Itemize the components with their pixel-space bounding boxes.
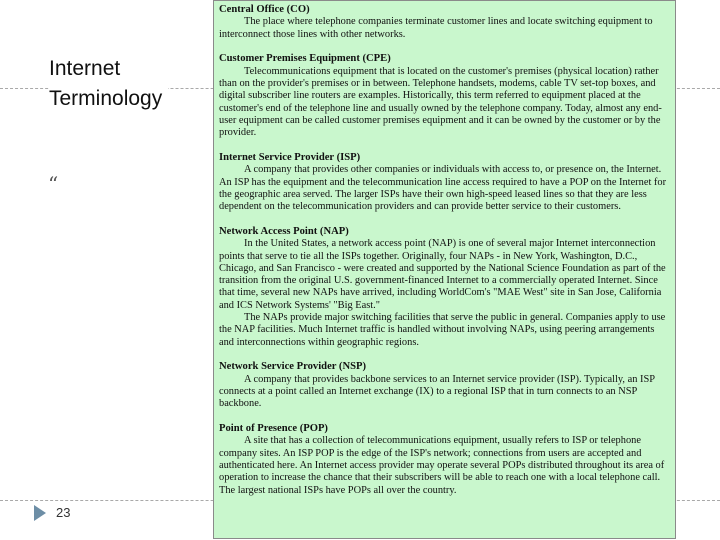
term-central-office xyxy=(219,4,670,41)
slide-nav-arrow-icon xyxy=(34,505,46,521)
slide-title-line-2: Terminology xyxy=(49,87,163,110)
slide-title-line-1: Internet xyxy=(49,57,121,80)
term-internet-service-provider xyxy=(219,152,670,213)
page-number: 23 xyxy=(56,505,71,520)
term-definition: A site that has a collection of telecommunications equipment, usually refers to ISP or telephone company sites. An ISP POP is the edge of the ISP's network; connections from users are accepted and authenticated here. An Internet access provider may operate several POPs distributed throughout its area of operation to increase the chance that their subscribers will be able to reach one with a local telephone call. The largest national ISPs have POPs all over the country. xyxy=(219,435,665,496)
term-customer-premises-equipment xyxy=(219,53,670,139)
term-definition: The NAPs provide major switching facilities that serve the public in general. Companies apply to use the NAP facilities. Much Internet traffic is handled without involving NAPs, using peering arrangements and interconnections within geographic regions. xyxy=(219,312,666,348)
term-network-service-provider xyxy=(219,361,670,410)
term-definition: A company that provides backbone services to an Internet service provider (ISP). Typically, an ISP connects at a point called an Internet exchange (IX) to a regional ISP that in turn connects to an NSP backbone. xyxy=(219,373,655,410)
term-title: Network Service Provider (NSP) xyxy=(219,361,366,373)
term-title: Customer Premises Equipment (CPE) xyxy=(219,53,391,65)
glossary-panel xyxy=(213,0,676,539)
term-definition: A company that provides other companies or individuals with access to, or presence on, the Internet. An ISP has the equipment and the telecommunication line access required to have a POP on the Internet for the geographic area served. The larger ISPs have their own high-speed leased lines so that they are less dependent on the telecommunication providers and can provide better service to their customers. xyxy=(219,164,667,213)
term-definition: Telecommunications equipment that is located on the customer's premises (physical location) rather than on the provider's premises or in between. Telephone handsets, modems, cable TV set-top boxes, and digital subscriber line routers are examples. Historically, this term referred to equipment placed at the customer's end of the telephone line and usually owned by the telephone company. Today, almost any end-user equipment can be called customer premises equipment and it can be owned by the customer or by the provider. xyxy=(219,65,662,139)
term-network-access-point xyxy=(219,226,670,349)
term-title: Central Office (CO) xyxy=(219,4,310,15)
term-definition: The place where telephone companies terminate customer lines and locate switching equipment to interconnect those lines with other networks. xyxy=(219,16,653,40)
term-title: Point of Presence (POP) xyxy=(219,423,328,435)
term-definition: In the United States, a network access point (NAP) is one of several major Internet interconnection points that serve to tie all the ISPs together. Originally, four NAPs - in New York, Washington, D.C., Chicago, and San Francisco - were created and supported by the National Science Foundation as part of the transition from the original U.S. government-financed Internet to a commercially operated Internet. Since that time, several new NAPs have arrived, including WorldCom's "MAE West" site in San Jose, California and ICS Network Systems' "Big East." xyxy=(219,238,666,311)
slide-title xyxy=(49,54,168,114)
term-title: Internet Service Provider (ISP) xyxy=(219,151,361,163)
term-point-of-presence xyxy=(219,423,670,497)
term-title: Network Access Point (NAP) xyxy=(219,225,349,237)
quote-bullet-icon: “ xyxy=(48,172,59,196)
